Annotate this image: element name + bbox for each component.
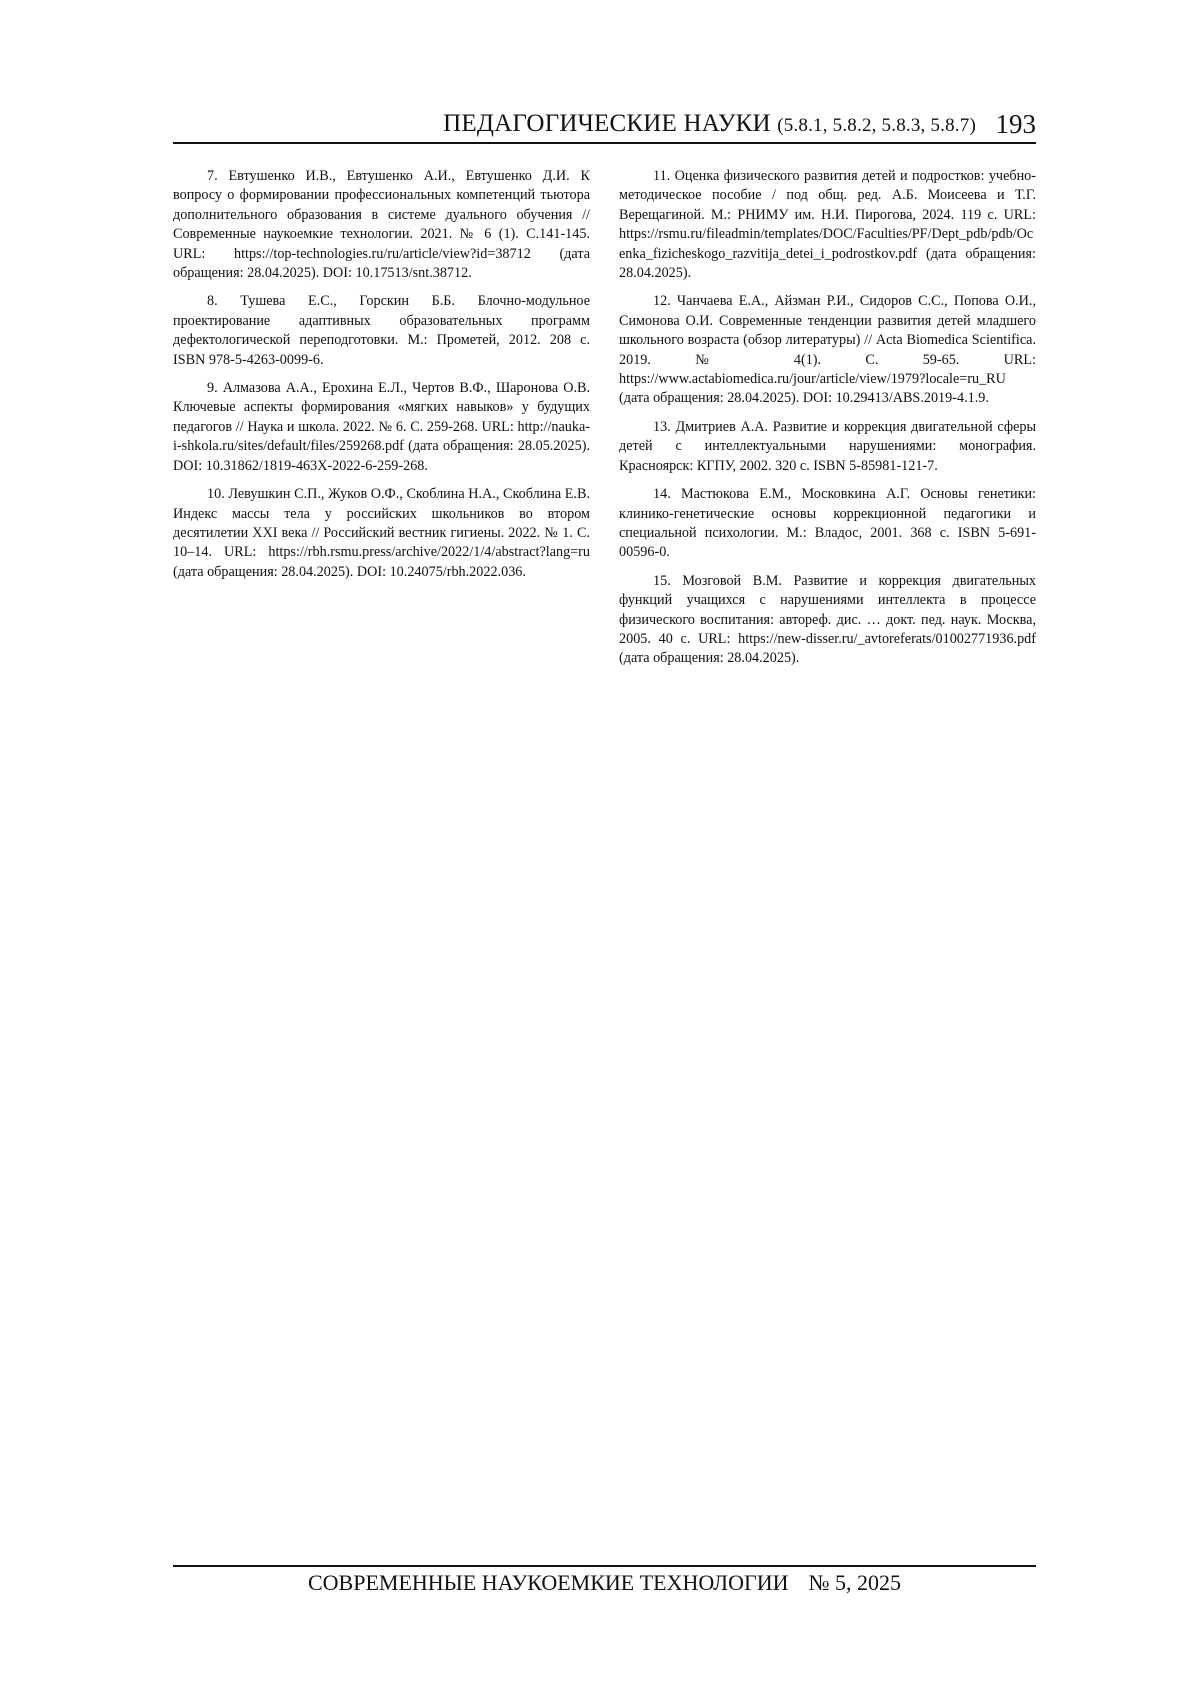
running-header [173, 104, 1036, 142]
running-footer [173, 1570, 1036, 1596]
section-title-text: ПЕДАГОГИЧЕСКИЕ НАУКИ [443, 110, 771, 137]
reference-item: 7. Евтушенко И.В., Евтушенко А.И., Евтушенко Д.И. К вопросу о формировании профессиональных компетенций тьютора дополнительного образования в системе дуального обучения // Современные наукоемкие технологии. 2021. № 6 (1). С.141-145. URL: https://top-technologies.ru/ru/article/view?id=38712 (дата обращения: 28.04.2025). DOI: 10.17513/snt.38712. [173, 168, 590, 282]
section-codes: (5.8.1, 5.8.2, 5.8.3, 5.8.7) [777, 115, 976, 136]
page-number: 193 [995, 109, 1036, 139]
reference-item: 9. Алмазова А.А., Ерохина Е.Л., Чертов В.Ф., Шаронова О.В. Ключевые аспекты формирования «мягких навыков» у будущих педагогов // Наука и школа. 2022. № 6. С. 259-268. URL: http://nauka-i-shkola.ru/sites/default/files/259268.pdf (дата обращения: 28.05.2025). DOI: 10.31862/1819-463X-2022-6-259-268. [173, 380, 590, 474]
references-column-left [173, 167, 590, 591]
reference-item: 15. Мозговой В.М. Развитие и коррекция двигательных функций учащихся с нарушениями интеллекта в процессе физического воспитания: автореф. дис. … докт. пед. наук. Москва, 2005. 40 с. URL: https://new-disser.ru/_avtoreferats/01002771936.pdf (дата обращения: 28.04.2025). [619, 572, 1036, 667]
reference-item: 13. Дмитриев А.А. Развитие и коррекция двигательной сферы детей с интеллектуальными нарушениями: монография. Красноярск: КГПУ, 2002. 320 с. ISBN 5-85981-121-7. [619, 418, 1036, 474]
reference-item: 14. Мастюкова Е.М., Московкина А.Г. Основы генетики: клинико-генетические основы коррекционной педагогики и специальной психологии. М.: Владос, 2001. 368 с. ISBN 5-691-00596-0. [619, 486, 1036, 561]
reference-item: 11. Оценка физического развития детей и подростков: учебно-методическое пособие / под общ. ред. А.Б. Моисеева и Т.Г. Верещагиной. М.: РНИМУ им. Н.И. Пирогова, 2024. 119 с. URL: https://rsmu.ru/fileadmin/templates/DOC/Faculties/PF/Dept_pdb/pdb/Ocenka_fizicheskogo_razvitija_detei_i_podrostkov.pdf (дата обращения: 28.04.2025). [619, 168, 1036, 282]
header-divider [173, 142, 1036, 144]
journal-issue: № 5, 2025 [808, 1570, 901, 1595]
references-column-right [619, 167, 1036, 678]
footer-divider [173, 1565, 1036, 1567]
reference-item: 10. Левушкин С.П., Жуков О.Ф., Скоблина Н.А., Скоблина Е.В. Индекс массы тела у российских школьников во втором десятилетии XXI века // Российский вестник гигиены. 2022. № 1. С. 10–14. URL: https://rbh.rsmu.press/archive/2022/1/4/abstract?lang=ru (дата обращения: 28.04.2025). DOI: 10.24075/rbh.2022.036. [173, 486, 590, 580]
section-title [443, 110, 976, 138]
journal-name: СОВРЕМЕННЫЕ НАУКОЕМКИЕ ТЕХНОЛОГИИ [308, 1570, 789, 1595]
reference-item: 12. Чанчаева Е.А., Айзман Р.И., Сидоров С.С., Попова О.И., Симонова О.И. Современные тенденции развития детей младшего школьного возраста (обзор литературы) // Acta Biomedica Scientifica. 2019. № 4(1). С. 59-65. URL: https://www.actabiomedica.ru/jour/article/view/1979?locale=ru_RU (дата обращения: 28.04.2025). DOI: 10.29413/ABS.2019-4.1.9. [619, 293, 1036, 407]
reference-item: 8. Тушева Е.С., Горскин Б.Б. Блочно-модульное проектирование адаптивных образовательных программ дефектологической переподготовки. М.: Прометей, 2012. 208 с. ISBN 978-5-4263-0099-6. [173, 293, 590, 368]
